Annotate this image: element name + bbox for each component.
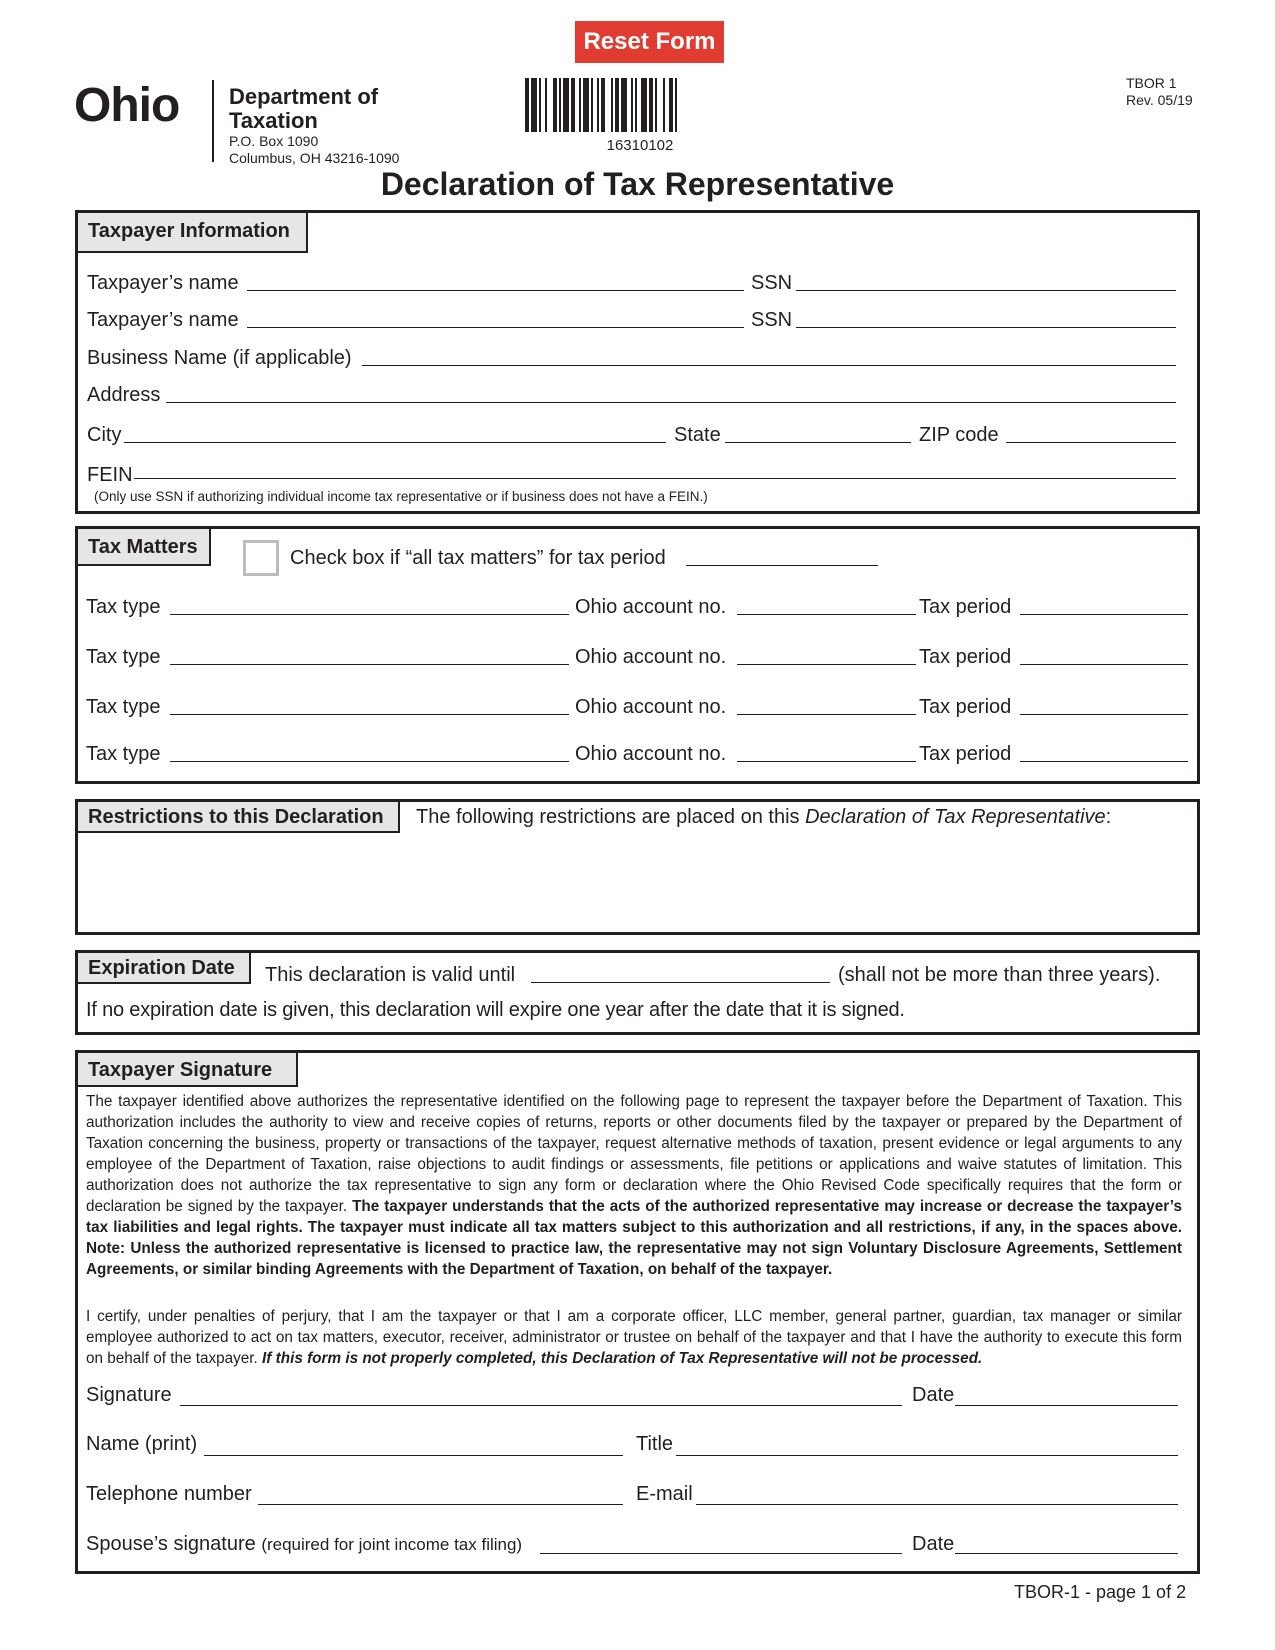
tax-period-field-3[interactable] [1020,714,1188,715]
tax-period-field-4[interactable] [1020,761,1188,762]
business-name-field[interactable] [362,365,1176,366]
expiration-tab: Expiration Date [78,953,251,984]
title-field[interactable] [676,1455,1178,1456]
address-field[interactable] [166,402,1176,403]
spouse-signature-field[interactable] [540,1553,902,1554]
tax-period-label: Tax period [919,596,1012,618]
taxpayer-name-label: Taxpayer’s name [87,309,239,331]
form-id: TBOR 1 [1126,75,1177,91]
page-title: Declaration of Tax Representative [380,166,895,202]
taxpayer-signature-tab: Taxpayer Signature [78,1053,298,1087]
all-tax-matters-checkbox[interactable] [243,540,279,576]
ohio-logo: Ohio [74,79,180,132]
city-label: City [87,424,122,446]
expiration-default-note: If no expiration date is given, this declaration will expire one year after the date that it is signed. [86,999,905,1021]
address-label: Address [87,384,161,406]
signature-label: Signature [86,1384,172,1406]
taxpayer-name-label: Taxpayer’s name [87,272,239,294]
page-footer: TBOR-1 - page 1 of 2 [1014,1582,1187,1602]
barcode-number: 16310102 [606,137,674,154]
business-name-label: Business Name (if applicable) [87,347,352,369]
reset-form-button[interactable]: Reset Form [575,21,724,63]
tax-period-field-1[interactable] [1020,614,1188,615]
ohio-account-label: Ohio account no. [575,646,727,668]
tax-type-label: Tax type [86,696,161,718]
dept-name-line2: Taxation [229,108,318,133]
city-address: Columbus, OH 43216-1090 [229,150,400,166]
state-field[interactable] [725,442,911,443]
spouse-date-label: Date [912,1533,955,1555]
ssn-field-1[interactable] [796,290,1176,291]
email-label: E-mail [636,1483,693,1505]
restrictions-intro: The following restrictions are placed on this Declaration of Tax Representative: [416,806,1112,828]
ssn-field-2[interactable] [796,327,1176,328]
ssn-fein-note: (Only use SSN if authorizing individual income tax representative or if business does not have a FEIN.) [94,489,708,504]
barcode [525,78,755,132]
tax-matters-tab: Tax Matters [78,529,211,566]
logo-divider [212,80,214,162]
tax-period-field-2[interactable] [1020,664,1188,665]
authorization-paragraph: The taxpayer identified above authorizes the representative identified on the following page to represent the taxpayer before the Department of Taxation. This authorization includes the authority to view and receive copies of returns, reports or other documents filed by the taxpayer or prepared by the Department of Taxation concerning the business, property or transactions of the taxpayer, request alternative methods of taxation, present evidence or legal arguments to any employee of the Department of Taxation, raise objections to audit findings or assessments, file petitions or applications and waive statutes of limitation. This authorization does not authorize the tax representative to sign any form or declaration where the Ohio Revised Code specifically requires that the form or declaration be signed by the taxpayer. The taxpayer understands that the acts of the authorized representative may increase or decrease the taxpayer’s tax liabilities and legal rights. The taxpayer must indicate all tax matters subject to this authorization and all restrictions, if any, in the spaces above. Note: Unless the authorized representative is licensed to practice law, the representative may not sign Voluntary Disclosure Agreements, Settlement Agreements, or similar binding Agreements with the Department of Taxation, on behalf of the taxpayer. [86,1093,1182,1278]
tax-period-label: Tax period [919,743,1012,765]
tax-type-field-1[interactable] [170,614,569,615]
taxpayer-name-field-1[interactable] [247,290,744,291]
all-tax-matters-period-field[interactable] [686,565,878,566]
zip-label: ZIP code [919,424,999,446]
valid-until-label: This declaration is valid until [265,964,516,986]
email-field[interactable] [696,1504,1178,1505]
telephone-label: Telephone number [86,1483,252,1505]
ohio-account-field-2[interactable] [737,664,916,665]
spouse-date-field[interactable] [955,1553,1178,1554]
ohio-account-field-4[interactable] [737,761,916,762]
certification-paragraph: I certify, under penalties of perjury, that I am the taxpayer or that I am a corporate officer, LLC member, general partner, guardian, tax manager or similar employee authorized to act on tax matters, executor, receiver, administrator or trustee on behalf of the taxpayer and that I have the authority to execute this form on behalf of the taxpayer. If this form is not properly completed, this Declaration of Tax Representative will not be processed. [86,1308,1182,1367]
fein-field[interactable] [134,478,1176,479]
tax-period-label: Tax period [919,646,1012,668]
tax-type-field-3[interactable] [170,714,569,715]
telephone-field[interactable] [258,1504,623,1505]
fein-label: FEIN [87,464,133,486]
tax-type-label: Tax type [86,646,161,668]
title-label: Title [636,1433,674,1455]
ohio-account-field-3[interactable] [737,714,916,715]
signature-date-field[interactable] [955,1405,1178,1406]
name-print-field[interactable] [204,1455,623,1456]
date-label: Date [912,1384,955,1406]
tax-type-field-4[interactable] [170,761,569,762]
ohio-account-label: Ohio account no. [575,596,727,618]
signature-field[interactable] [180,1405,902,1406]
spouse-signature-label: Spouse’s signature (required for joint income tax filing) [86,1533,523,1555]
ssn-label: SSN [751,309,793,331]
tax-type-label: Tax type [86,596,161,618]
tax-period-label: Tax period [919,696,1012,718]
form-revision: Rev. 05/19 [1126,92,1193,108]
all-tax-matters-label: Check box if “all tax matters” for tax period [290,547,666,569]
ohio-account-label: Ohio account no. [575,743,727,765]
taxpayer-name-field-2[interactable] [247,327,744,328]
restrictions-text-area[interactable] [80,836,1195,930]
state-label: State [674,424,721,446]
name-print-label: Name (print) [86,1433,198,1455]
dept-name-line1: Department of [229,84,379,109]
city-field[interactable] [124,442,666,443]
restrictions-tab: Restrictions to this Declaration [78,802,400,833]
expiration-limit-note: (shall not be more than three years). [838,964,1161,986]
tax-type-field-2[interactable] [170,664,569,665]
zip-field[interactable] [1006,442,1176,443]
ssn-label: SSN [751,272,793,294]
ohio-account-label: Ohio account no. [575,696,727,718]
ohio-account-field-1[interactable] [737,614,916,615]
tax-type-label: Tax type [86,743,161,765]
taxpayer-info-tab: Taxpayer Information [78,213,308,253]
expiration-date-field[interactable] [531,982,830,983]
po-box: P.O. Box 1090 [229,133,319,149]
